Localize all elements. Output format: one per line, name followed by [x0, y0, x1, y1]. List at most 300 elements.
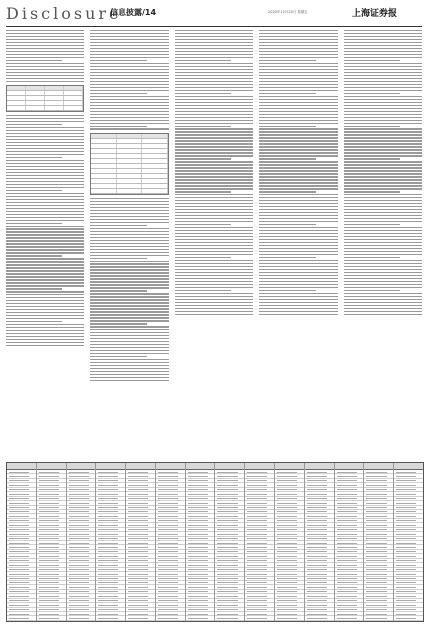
masthead	[6, 4, 422, 24]
inline-table	[90, 133, 168, 195]
table-column	[364, 463, 394, 621]
text-line	[344, 45, 422, 46]
text-line	[344, 161, 422, 162]
text-line	[344, 203, 422, 204]
text-line	[175, 140, 253, 141]
text-line	[6, 214, 84, 215]
text-line	[90, 347, 168, 348]
text-line	[6, 318, 84, 319]
text-line	[90, 311, 168, 312]
text-line	[344, 185, 422, 186]
text-line	[175, 206, 253, 207]
text-line	[6, 48, 84, 49]
table-cell	[394, 616, 423, 620]
text-line	[344, 126, 400, 127]
text-line	[175, 54, 253, 55]
table-header-cell	[156, 463, 185, 470]
text-line	[6, 199, 84, 200]
text-line	[90, 252, 168, 253]
text-line	[259, 96, 337, 97]
text-line	[344, 272, 422, 273]
text-line	[6, 297, 84, 298]
text-line	[175, 278, 253, 279]
text-line	[90, 234, 168, 235]
text-line	[6, 181, 84, 182]
table-cell	[142, 154, 167, 158]
text-line	[175, 155, 253, 156]
text-line	[344, 239, 422, 240]
text-line	[175, 105, 253, 106]
table-column	[215, 463, 245, 621]
text-line	[259, 60, 315, 61]
table-column	[335, 463, 365, 621]
text-line	[6, 63, 84, 64]
text-line	[175, 87, 253, 88]
table-row	[7, 106, 83, 111]
text-line	[175, 134, 253, 135]
text-line	[175, 287, 253, 288]
text-line	[259, 281, 337, 282]
text-line	[90, 350, 168, 351]
table-cell	[275, 616, 304, 620]
text-line	[90, 225, 146, 226]
text-line	[259, 182, 337, 183]
table-cell	[7, 101, 26, 105]
table-cell	[91, 159, 116, 163]
text-line	[6, 217, 84, 218]
text-line	[344, 120, 422, 121]
text-line	[259, 131, 337, 132]
text-line	[344, 155, 422, 156]
text-line	[6, 345, 84, 346]
text-line	[90, 359, 168, 360]
text-line	[344, 242, 422, 243]
text-line	[344, 149, 422, 150]
text-line	[175, 296, 253, 297]
text-line	[90, 380, 168, 381]
text-line	[175, 212, 253, 213]
text-line	[6, 202, 84, 203]
brand-title: Disclosure	[6, 4, 122, 23]
text-line	[6, 36, 84, 37]
text-line	[259, 140, 337, 141]
text-line	[175, 111, 253, 112]
text-line	[259, 209, 337, 210]
text-line	[90, 272, 168, 273]
text-line	[175, 311, 253, 312]
text-line	[344, 245, 422, 246]
text-line	[90, 332, 168, 333]
text-line	[6, 196, 84, 197]
table-cell	[7, 91, 26, 95]
text-line	[6, 190, 62, 191]
text-line	[259, 155, 337, 156]
text-line	[6, 66, 84, 67]
text-line	[259, 233, 337, 234]
text-line	[6, 243, 84, 244]
text-line	[90, 30, 168, 31]
text-line	[90, 287, 168, 288]
text-line	[175, 239, 253, 240]
text-line	[175, 215, 253, 216]
table-cell	[91, 144, 116, 148]
text-line	[175, 194, 253, 195]
text-line	[90, 249, 168, 250]
text-line	[175, 81, 253, 82]
text-line	[259, 254, 337, 255]
table-header-cell	[37, 463, 66, 470]
text-line	[259, 57, 337, 58]
table-cell	[142, 149, 167, 153]
article-column-5	[344, 30, 422, 455]
text-line	[175, 275, 253, 276]
text-line	[6, 60, 62, 61]
text-line	[259, 84, 337, 85]
table-header-cell	[394, 463, 423, 470]
text-line	[175, 57, 253, 58]
text-line	[90, 341, 168, 342]
text-line	[175, 42, 253, 43]
text-line	[6, 228, 84, 229]
text-line	[6, 330, 84, 331]
text-line	[259, 78, 337, 79]
text-line	[175, 45, 253, 46]
table-cell	[45, 106, 64, 110]
table-column	[126, 463, 156, 621]
text-line	[259, 185, 337, 186]
text-line	[90, 365, 168, 366]
text-line	[259, 290, 315, 291]
text-line	[344, 158, 400, 159]
text-line	[6, 121, 84, 122]
text-line	[344, 233, 422, 234]
text-line	[90, 263, 168, 264]
text-line	[175, 227, 253, 228]
text-line	[6, 127, 84, 128]
text-line	[175, 254, 253, 255]
text-line	[90, 222, 168, 223]
text-line	[6, 288, 62, 289]
text-line	[90, 314, 168, 315]
text-line	[6, 264, 84, 265]
text-line	[259, 39, 337, 40]
text-line	[344, 194, 422, 195]
text-line	[6, 133, 84, 134]
table-cell	[117, 179, 142, 183]
text-line	[344, 251, 422, 252]
text-line	[259, 167, 337, 168]
text-line	[344, 305, 422, 306]
text-line	[344, 263, 422, 264]
text-line	[175, 170, 253, 171]
table-cell	[335, 616, 364, 620]
text-line	[344, 299, 422, 300]
text-line	[6, 303, 84, 304]
text-line	[6, 54, 84, 55]
text-line	[344, 54, 422, 55]
section-title: 信息披露/14	[110, 8, 157, 17]
text-line	[175, 90, 253, 91]
table-cell	[142, 184, 167, 188]
text-line	[259, 143, 337, 144]
text-line	[259, 227, 337, 228]
table-cell	[7, 616, 36, 620]
text-line	[90, 90, 168, 91]
table-cell	[96, 616, 125, 620]
text-line	[6, 136, 84, 137]
text-line	[90, 63, 168, 64]
inline-table	[6, 85, 84, 112]
text-line	[344, 314, 422, 315]
text-line	[175, 102, 253, 103]
table-header-cell	[245, 463, 274, 470]
text-line	[6, 51, 84, 52]
text-line	[90, 258, 146, 259]
text-line	[344, 287, 422, 288]
text-line	[90, 96, 168, 97]
table-cell	[91, 169, 116, 173]
text-line	[90, 269, 168, 270]
text-line	[344, 173, 422, 174]
text-line	[344, 230, 422, 231]
text-line	[259, 69, 337, 70]
text-line	[259, 75, 337, 76]
text-line	[344, 78, 422, 79]
text-line	[175, 114, 253, 115]
table-cell	[37, 616, 66, 620]
text-line	[6, 163, 84, 164]
text-line	[6, 139, 84, 140]
newspaper-name: 上海证券报	[352, 9, 398, 19]
text-line	[175, 63, 253, 64]
text-line	[344, 275, 422, 276]
text-line	[6, 172, 84, 173]
text-line	[6, 118, 84, 119]
text-line	[6, 324, 84, 325]
table-cell	[64, 106, 83, 110]
text-line	[90, 48, 168, 49]
text-line	[175, 290, 231, 291]
text-line	[259, 81, 337, 82]
table-cell	[91, 174, 116, 178]
text-line	[344, 131, 422, 132]
table-cell	[142, 144, 167, 148]
text-line	[6, 309, 84, 310]
text-line	[6, 72, 84, 73]
text-line	[259, 102, 337, 103]
text-line	[259, 212, 337, 213]
table-cell	[7, 96, 26, 100]
text-line	[6, 270, 84, 271]
table-cell	[91, 164, 116, 168]
text-line	[175, 236, 253, 237]
text-line	[344, 218, 422, 219]
text-line	[6, 237, 84, 238]
text-line	[6, 327, 84, 328]
text-line	[175, 33, 253, 34]
text-line	[175, 185, 253, 186]
text-line	[259, 93, 315, 94]
table-cell	[142, 179, 167, 183]
table-cell	[45, 86, 64, 90]
text-line	[175, 152, 253, 153]
text-line	[175, 263, 253, 264]
text-line	[344, 60, 400, 61]
table-cell	[245, 616, 274, 620]
text-line	[90, 338, 168, 339]
table-cell	[91, 139, 116, 143]
text-line	[90, 278, 168, 279]
text-line	[259, 87, 337, 88]
text-line	[90, 377, 168, 378]
text-line	[90, 111, 168, 112]
text-line	[6, 142, 84, 143]
text-line	[6, 267, 84, 268]
table-cell	[7, 106, 26, 110]
text-line	[175, 218, 253, 219]
text-line	[344, 117, 422, 118]
text-line	[175, 93, 231, 94]
text-line	[344, 188, 422, 189]
text-line	[175, 293, 253, 294]
table-header-cell	[126, 463, 155, 470]
text-line	[259, 114, 337, 115]
text-line	[175, 164, 253, 165]
text-line	[175, 158, 231, 159]
text-line	[90, 335, 168, 336]
text-line	[259, 272, 337, 273]
text-line	[90, 374, 168, 375]
text-line	[175, 99, 253, 100]
bottom-data-table	[6, 462, 424, 622]
text-line	[344, 93, 400, 94]
table-cell	[305, 616, 334, 620]
text-line	[259, 224, 315, 225]
table-cell	[64, 91, 83, 95]
table-column	[394, 463, 423, 621]
text-line	[6, 160, 84, 161]
text-line	[175, 200, 253, 201]
text-line	[175, 242, 253, 243]
table-cell	[142, 174, 167, 178]
text-line	[259, 218, 337, 219]
text-line	[344, 137, 422, 138]
text-line	[175, 117, 253, 118]
text-line	[344, 311, 422, 312]
text-line	[175, 75, 253, 76]
text-line	[259, 45, 337, 46]
text-line	[259, 126, 315, 127]
text-line	[6, 184, 84, 185]
text-line	[90, 117, 168, 118]
text-line	[344, 143, 422, 144]
table-cell	[26, 106, 45, 110]
text-line	[90, 72, 168, 73]
text-line	[90, 216, 168, 217]
text-line	[90, 93, 146, 94]
text-line	[6, 223, 62, 224]
text-line	[6, 285, 84, 286]
text-line	[259, 206, 337, 207]
text-line	[90, 305, 168, 306]
table-column	[275, 463, 305, 621]
text-line	[175, 176, 253, 177]
text-line	[6, 226, 84, 227]
text-line	[344, 42, 422, 43]
text-line	[6, 75, 84, 76]
text-line	[259, 188, 337, 189]
table-cell	[64, 101, 83, 105]
text-line	[6, 294, 84, 295]
text-line	[175, 128, 253, 129]
text-line	[344, 212, 422, 213]
table-header-cell	[186, 463, 215, 470]
text-line	[90, 57, 168, 58]
text-line	[6, 255, 62, 256]
table-header-cell	[335, 463, 364, 470]
table-cell	[142, 164, 167, 168]
text-line	[90, 51, 168, 52]
text-line	[6, 69, 84, 70]
text-line	[90, 120, 168, 121]
text-line	[90, 320, 168, 321]
text-line	[175, 260, 253, 261]
text-line	[344, 227, 422, 228]
text-line	[175, 197, 253, 198]
text-line	[344, 33, 422, 34]
text-line	[344, 36, 422, 37]
text-line	[344, 281, 422, 282]
text-line	[175, 233, 253, 234]
text-line	[344, 140, 422, 141]
table-cell	[91, 184, 116, 188]
text-line	[344, 146, 422, 147]
text-line	[344, 284, 422, 285]
text-line	[344, 39, 422, 40]
article-column-2	[90, 30, 168, 455]
text-line	[259, 90, 337, 91]
text-line	[175, 167, 253, 168]
table-header-cell	[305, 463, 334, 470]
text-line	[259, 314, 337, 315]
text-line	[344, 260, 422, 261]
text-line	[259, 176, 337, 177]
table-cell	[117, 139, 142, 143]
text-line	[90, 255, 168, 256]
article-columns	[6, 30, 422, 455]
table-row	[91, 189, 167, 194]
text-line	[344, 254, 422, 255]
text-line	[6, 78, 84, 79]
text-line	[6, 234, 84, 235]
text-line	[259, 275, 337, 276]
table-cell	[126, 616, 155, 620]
text-line	[175, 143, 253, 144]
text-line	[259, 105, 337, 106]
text-line	[6, 45, 84, 46]
text-line	[6, 42, 84, 43]
text-line	[259, 263, 337, 264]
text-line	[259, 108, 337, 109]
text-line	[90, 81, 168, 82]
text-line	[90, 54, 168, 55]
text-line	[175, 60, 231, 61]
table-cell	[142, 189, 167, 193]
text-line	[6, 33, 84, 34]
text-line	[259, 284, 337, 285]
text-line	[259, 293, 337, 294]
text-line	[6, 166, 84, 167]
